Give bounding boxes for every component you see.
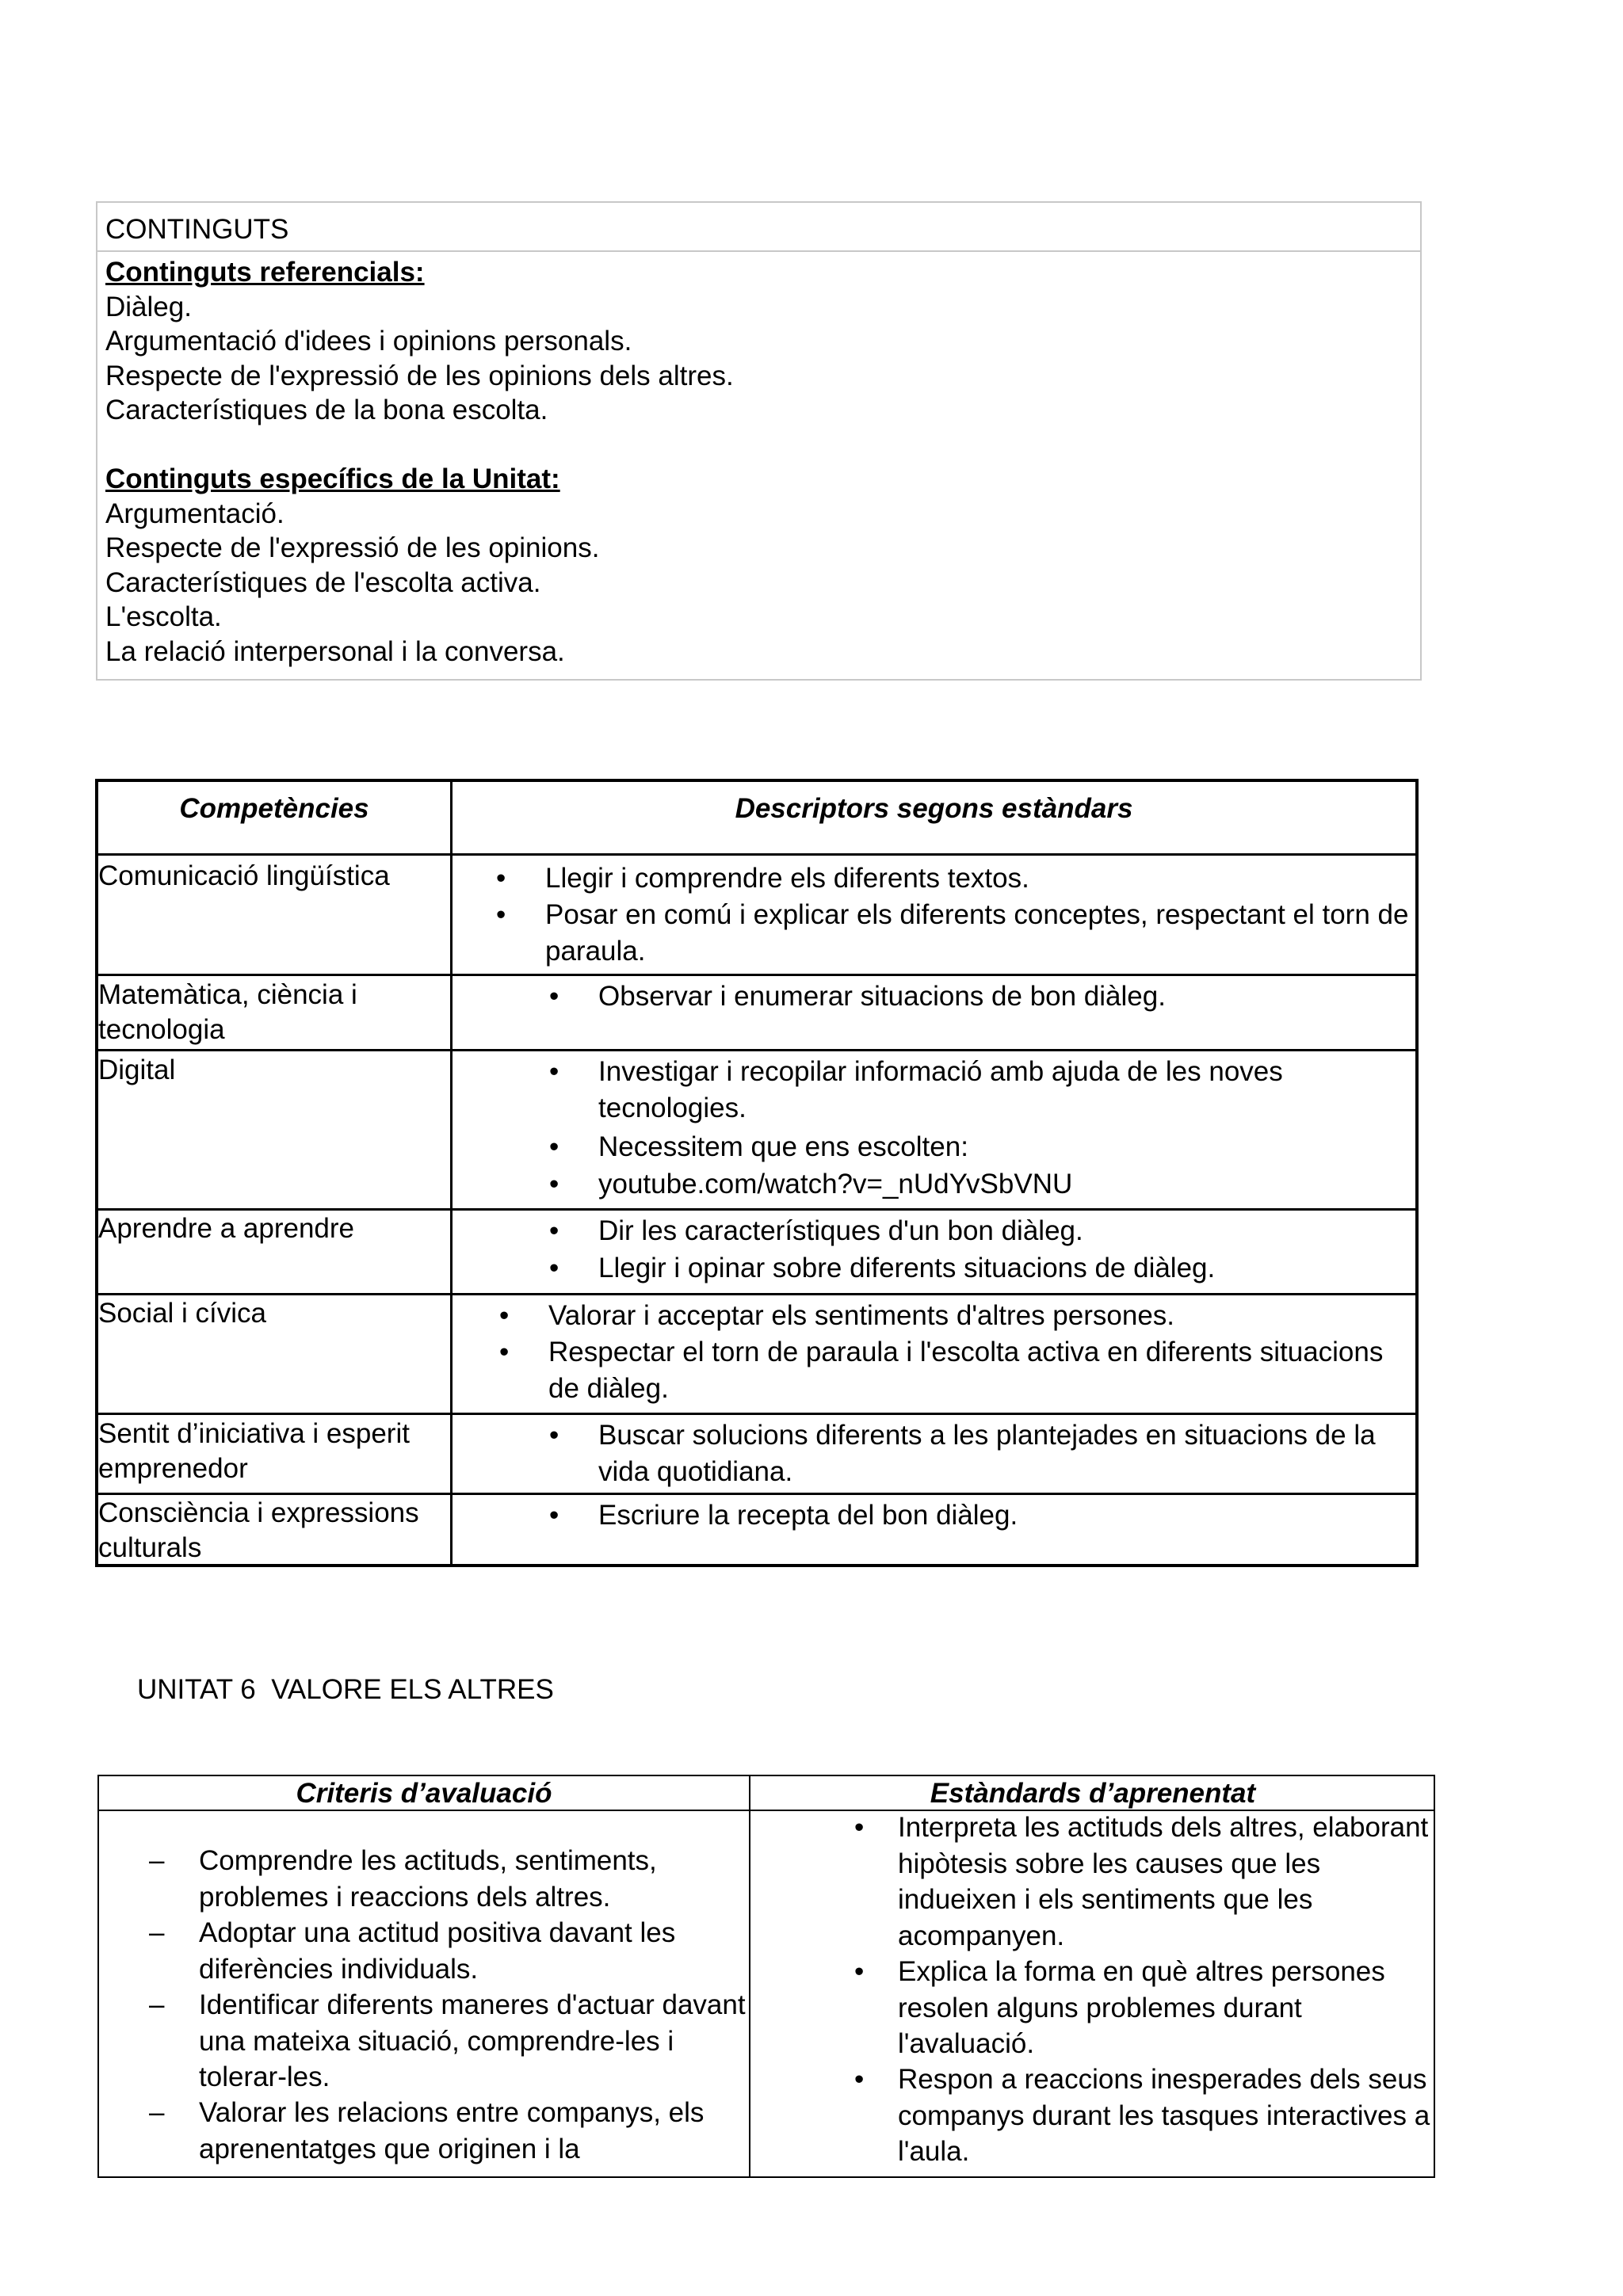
especifics-title: Continguts específics de la Unitat:: [105, 463, 560, 494]
descriptor-item: • Posar en comú i explicar els diferents conceptes, respectant el torn de paraula.: [496, 899, 1409, 967]
criteri-item: – Valorar les relacions entre companys, els aprenentatges que originen i la: [149, 2097, 705, 2164]
referencials-item: Argumentació d'idees i opinions personals.: [105, 326, 632, 357]
continguts-body: [97, 252, 1420, 669]
descriptor-item: • Investigar i recopilar informació amb ajuda de les noves tecnologies.: [549, 1056, 1283, 1123]
estandard-item: • Respon a reaccions inesperades dels seus companys durant les tasques interactives a l'aula.: [854, 2064, 1430, 2167]
descriptor-item: • Dir les característiques d'un bon diàleg.: [549, 1215, 1083, 1246]
criteri-item: – Identificar diferents maneres d'actuar davant una mateixa situació, comprendre-les i tolerar-les.: [149, 1989, 746, 2092]
competency-name: Consciència i expressions culturals: [98, 1497, 419, 1563]
referencials-item: Diàleg.: [105, 291, 192, 322]
criteris-table: [97, 1775, 1435, 2178]
criteri-item: – Comprendre les actituds, sentiments, problemes i reaccions dels altres.: [149, 1845, 657, 1913]
competency-name: Digital: [98, 1055, 176, 1085]
descriptor-item: • Necessitem que ens escolten:: [549, 1131, 968, 1162]
especifics-item: Característiques de l'escolta activa.: [105, 566, 541, 598]
descriptor-item: • Escriure la recepta del bon diàleg.: [549, 1500, 1018, 1531]
competency-name: Social i cívica: [98, 1298, 267, 1329]
estandard-item: • Explica la forma en què altres persones resolen alguns problemes durant l'avaluació.: [854, 1956, 1385, 2059]
descriptor-item: • Llegir i opinar sobre diferents situacions de diàleg.: [549, 1253, 1216, 1283]
descriptor-item: • Observar i enumerar situacions de bon diàleg.: [549, 981, 1166, 1012]
especifics-item: Respecte de l'expressió de les opinions.: [105, 532, 600, 563]
descriptor-item: • youtube.com/watch?v=_nUdYvSbVNU: [549, 1169, 1073, 1199]
descriptor-item: • Valorar i acceptar els sentiments d'altres persones.: [499, 1300, 1175, 1331]
descriptor-item: • Buscar solucions diferents a les plantejades en situacions de la vida quotidiana.: [549, 1420, 1376, 1487]
competencies-table: [95, 779, 1419, 1567]
col-header-competencies: Competències: [179, 793, 369, 824]
criteri-item: – Adoptar una actitud positiva davant les diferències individuals.: [149, 1917, 676, 1985]
referencials-item: Característiques de la bona escolta.: [105, 395, 548, 425]
col-header-estandards: Estàndards d’aprenentat: [930, 1778, 1256, 1809]
especifics-item: L'escolta.: [105, 601, 222, 632]
referencials-item: Respecte de l'expressió de les opinions dels altres.: [105, 360, 734, 391]
referencials-title: Continguts referencials:: [105, 257, 425, 288]
especifics-item: La relació interpersonal i la conversa.: [105, 635, 565, 667]
especifics-item: Argumentació.: [105, 498, 285, 529]
competency-name: Sentit d’iniciativa i esperit emprenedor: [98, 1418, 410, 1484]
col-header-descriptors: Descriptors segons estàndars: [735, 793, 1133, 824]
competency-name: Aprendre a aprendre: [98, 1213, 354, 1244]
continguts-box: [96, 201, 1422, 681]
unit-title: UNITAT 6 VALORE ELS ALTRES: [137, 1674, 554, 1705]
descriptor-item: • Respectar el torn de paraula i l'escolta activa en diferents situacions de diàleg.: [499, 1337, 1384, 1404]
descriptor-item: • Llegir i comprendre els diferents textos.: [496, 863, 1029, 894]
competency-name: Comunicació lingüística: [98, 860, 390, 891]
estandard-item: • Interpreta les actituds dels altres, elaborant hipòtesis sobre les causes que les indueixen i els sentiments que les acompanyen.: [854, 1812, 1429, 1951]
col-header-criteris: Criteris d’avaluació: [296, 1778, 552, 1809]
continguts-header: CONTINGUTS: [97, 203, 1420, 252]
competency-name: Matemàtica, ciència i tecnologia: [98, 979, 357, 1045]
